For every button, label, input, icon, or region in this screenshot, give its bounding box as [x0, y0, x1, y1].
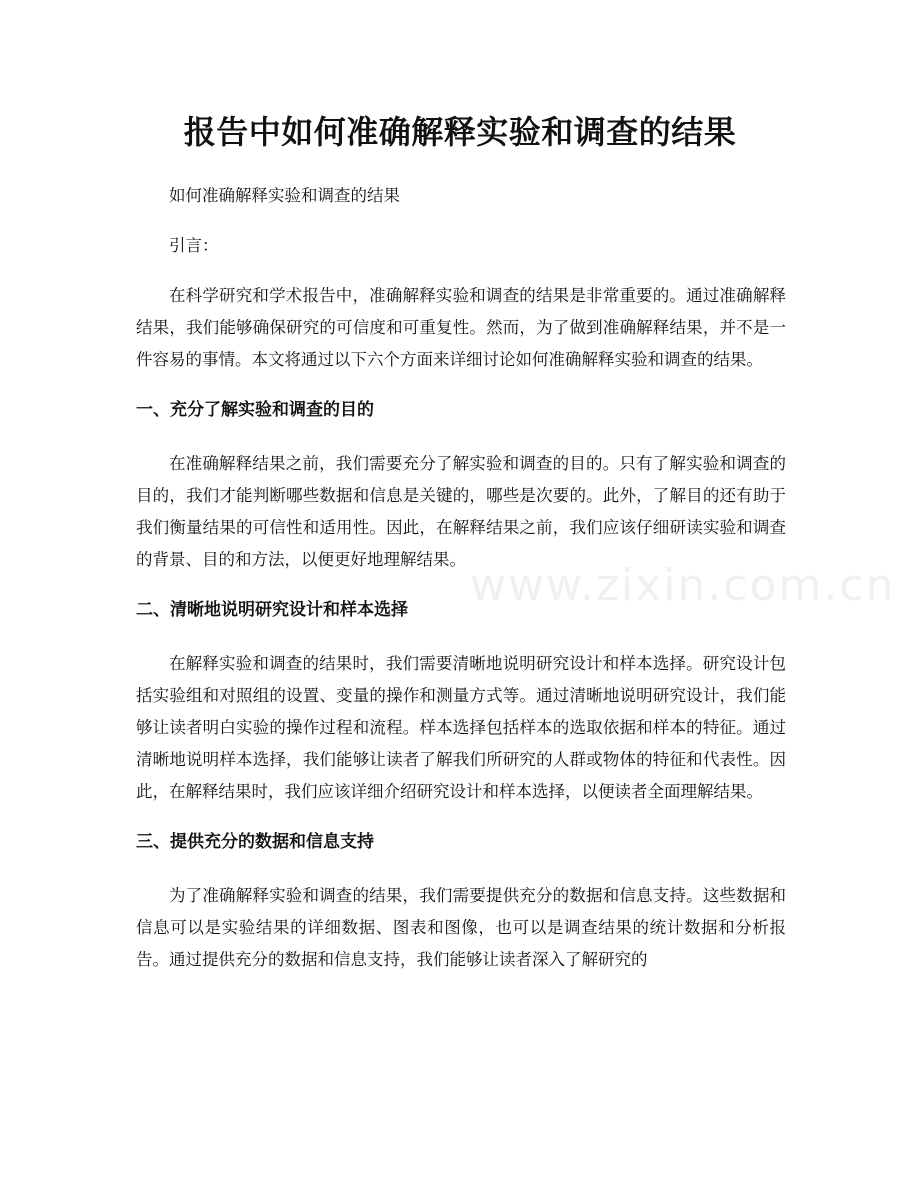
subtitle: 如何准确解释实验和调查的结果	[169, 186, 400, 205]
section-body-3: 为了准确解释实验和调查的结果，我们需要提供充分的数据和信息支持。这些数据和信息可以是实验结果的详细数据、图表和图像，也可以是调查结果的统计数据和分析报告。通过提供充分的数据和信息支持，我们能够让读者深入了解研究的	[136, 886, 786, 969]
section-heading-3: 三、提供充分的数据和信息支持	[136, 832, 374, 852]
document-body	[136, 180, 786, 994]
section-heading-1: 一、充分了解实验和调查的目的	[136, 400, 374, 420]
section-body-2: 在解释实验和调查的结果时，我们需要清晰地说明研究设计和样本选择。研究设计包括实验组和对照组的设置、变量的操作和测量方式等。通过清晰地说明研究设计，我们能够让读者明白实验的操作过程和流程。样本选择包括样本的选取依据和样本的特征。通过清晰地说明样本选择，我们能够让读者了解我们所研究的人群或物体的特征和代表性。因此，在解释结果时，我们应该详细介绍研究设计和样本选择，以便读者全面理解结果。	[136, 654, 786, 801]
section-body-1: 在准确解释结果之前，我们需要充分了解实验和调查的目的。只有了解实验和调查的目的，我们才能判断哪些数据和信息是关键的，哪些是次要的。此外，了解目的还有助于我们衡量结果的可信性和适用性。因此，在解释结果之前，我们应该仔细研读实验和调查的背景、目的和方法，以便更好地理解结果。	[136, 454, 786, 569]
section-heading-2: 二、清晰地说明研究设计和样本选择	[136, 600, 408, 620]
intro-label: 引言：	[169, 236, 219, 255]
page-title: 报告中如何准确解释实验和调查的结果	[183, 113, 737, 151]
watermark: www.zixin.com.cn	[470, 560, 896, 611]
intro-paragraph: 在科学研究和学术报告中，准确解释实验和调查的结果是非常重要的。通过准确解释结果，我们能够确保研究的可信度和可重复性。然而，为了做到准确解释结果，并不是一件容易的事情。本文将通过以下六个方面来详细讨论如何准确解释实验和调查的结果。	[136, 286, 786, 369]
